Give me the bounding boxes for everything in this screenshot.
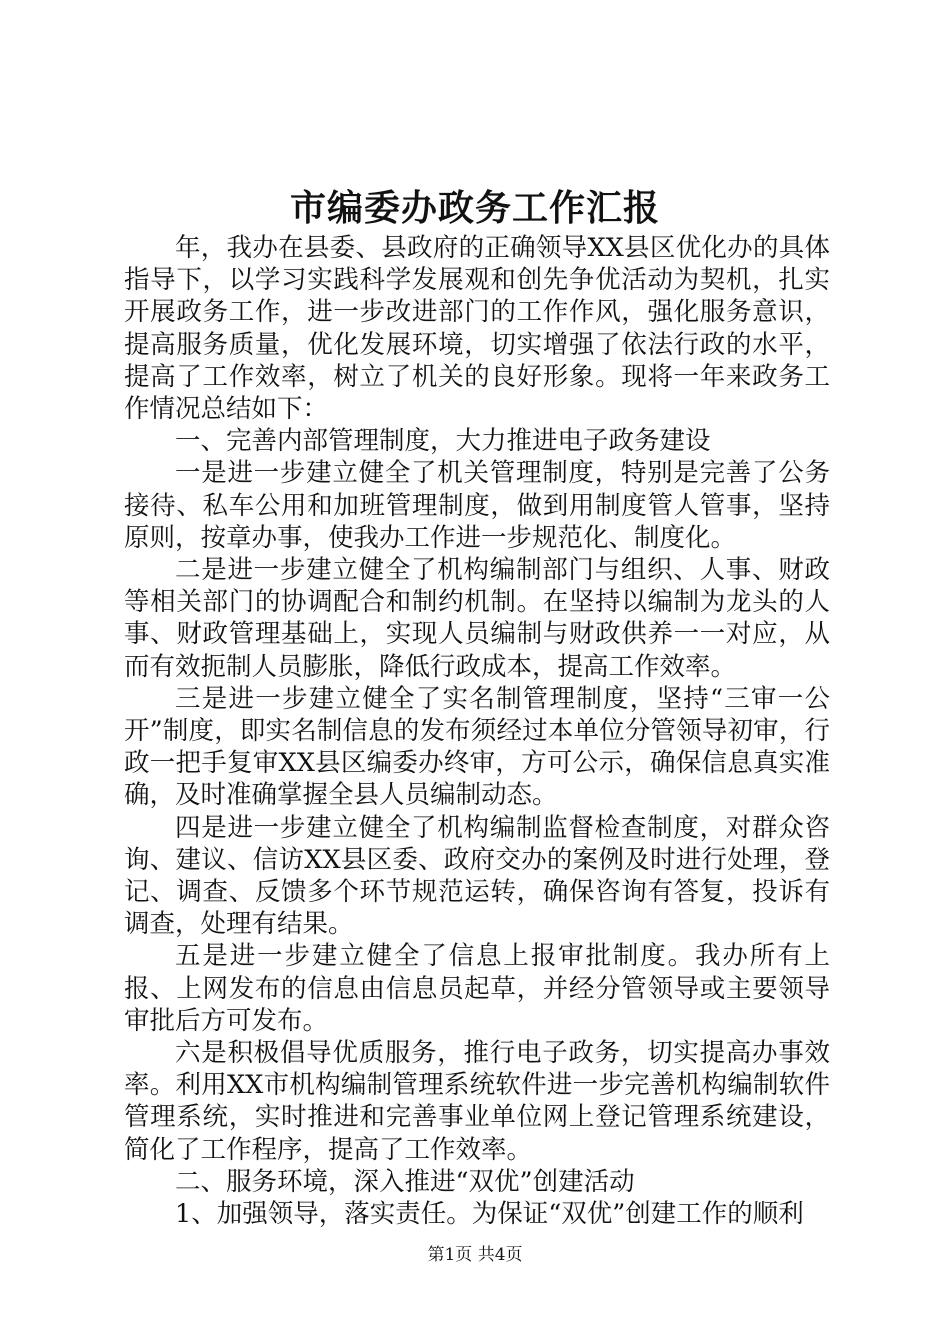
section-heading-2: 二、服务环境，深入推进“双优”创建活动	[175, 1166, 635, 1197]
paragraph-item-3: 三是进一步建立健全了实名制管理制度，坚持“三审一公开”制度，即实名制信息的发布须经过本单位分管领导初审，行政一把手复审XX县区编委办终审，方可公示，确保信息真实准确，及时准确掌握全县人员编制动态。	[124, 683, 830, 811]
paragraph-item-2: 二是进一步建立健全了机构编制部门与组织、人事、财政等相关部门的协调配合和制约机制。在坚持以编制为龙头的人事、财政管理基础上，实现人员编制与财政供养一一对应，从而有效扼制人员膨胀，降低行政成本，提高工作效率。	[124, 555, 830, 682]
paragraph-item-1: 一是进一步建立健全了机关管理制度，特别是完善了公务接待、私车公用和加班管理制度，做到用制度管人管事，坚持原则，按章办事，使我办工作进一步规范化、制度化。	[124, 458, 830, 553]
paragraph-subitem-1: 1、加强领导，落实责任。为保证“双优”创建工作的顺利	[175, 1199, 804, 1230]
page-footer: 第1页 共4页	[427, 1245, 523, 1265]
document-body	[124, 232, 830, 1230]
paragraph-item-6: 六是积极倡导优质服务，推行电子政务，切实提高办事效率。利用XX市机构编制管理系统软件进一步完善机构编制软件管理系统，实时推进和完善事业单位网上登记管理系统建设，简化了工作程序，提高了工作效率。	[124, 1038, 830, 1165]
paragraph-item-5: 五是进一步建立健全了信息上报审批制度。我办所有上报、上网发布的信息由信息员起草，并经分管领导或主要领导审批后方可发布。	[124, 941, 830, 1036]
section-heading-1: 一、完善内部管理制度，大力推进电子政务建设	[175, 426, 711, 457]
page-title: 市编委办政务工作汇报	[289, 187, 660, 229]
paragraph-item-4: 四是进一步建立健全了机构编制监督检查制度，对群众咨询、建议、信访XX县区委、政府交办的案例及时进行处理，登记、调查、反馈多个环节规范运转，确保咨询有答复，投诉有调查，处理有结果。	[124, 812, 830, 940]
paragraph-intro: 年，我办在县委、县政府的正确领导XX县区优化办的具体指导下，以学习实践科学发展观和创先争优活动为契机，扎实开展政务工作，进一步改进部门的工作作风，强化服务意识，提高服务质量，优化发展环境，切实增强了依法行政的水平，提高了工作效率，树立了机关的良好形象。现将一年来政务工作情况总结如下：	[124, 233, 830, 425]
